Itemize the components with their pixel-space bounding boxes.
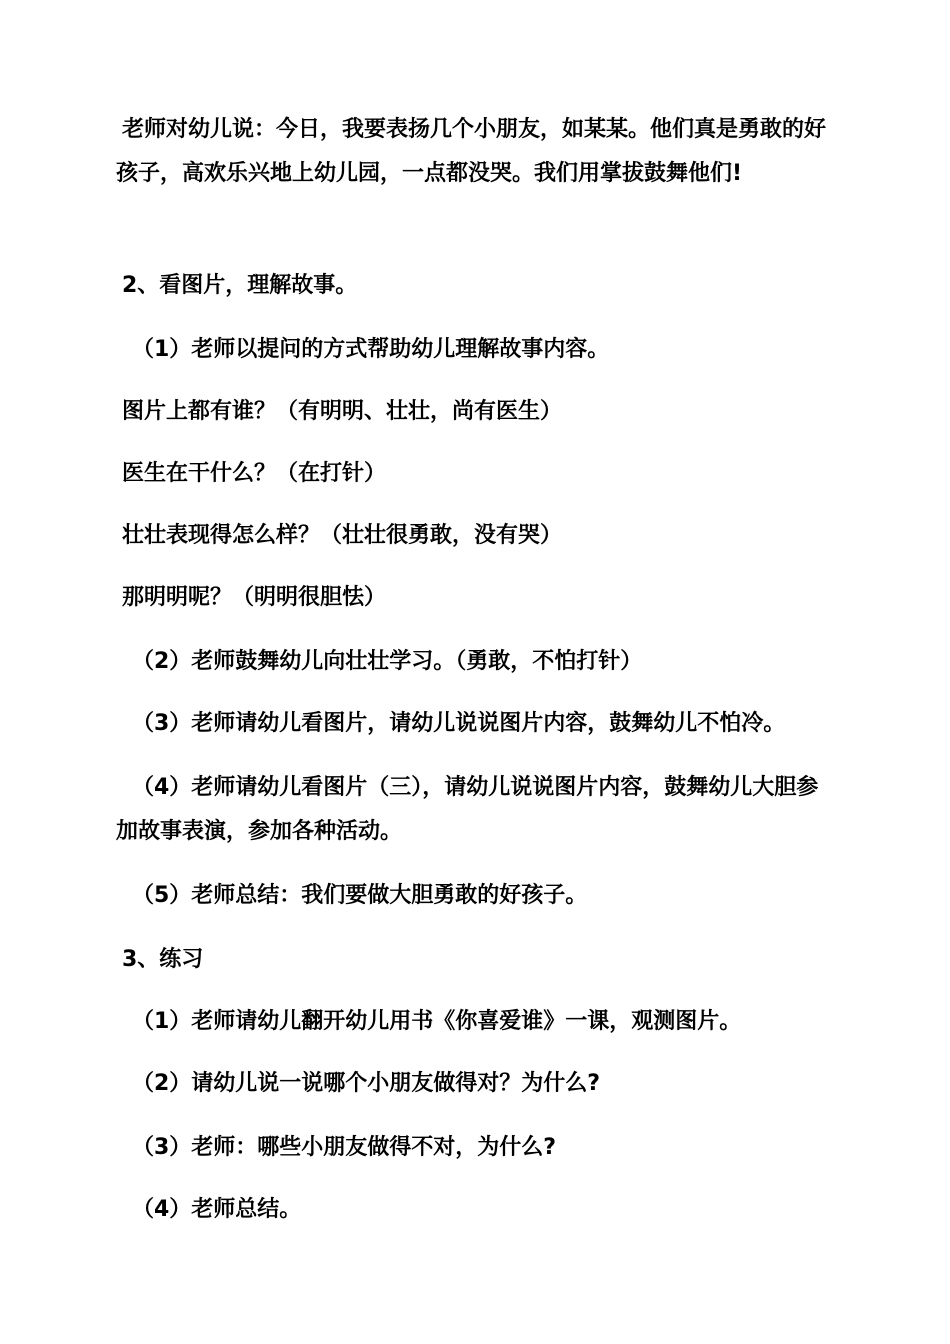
list-item-2-4: （4）老师请幼儿看图片（三），请幼儿说说图片内容，鼓舞幼儿大胆参加故事表演，参加各种活动。 [116,775,819,844]
heading-step-2: 2、看图片，理解故事。 [122,273,358,298]
list-item-3-1: （1）老师请幼儿翻开幼儿用书《你喜爱谁》一课，观测图片。 [132,1009,742,1034]
list-item-3-4: （4）老师总结。 [132,1197,302,1222]
question-mingming: 那明明呢？（明明很胆怯） [122,585,387,610]
question-zhuangzhuang: 壮壮表现得怎么样？（壮壮很勇敢，没有哭） [122,523,563,548]
paragraph-teacher-praise: 老师对幼儿说：今日，我要表扬几个小朋友，如某某。他们真是勇敢的好孩子，高欢乐兴地上幼儿园，一点都没哭。我们用掌拔鼓舞他们! [116,117,827,186]
question-doctor: 医生在干什么？（在打针） [122,461,387,486]
heading-step-3: 3、练习 [122,947,204,972]
list-item-2-1: （1）老师以提问的方式帮助幼儿理解故事内容。 [132,337,610,362]
question-who: 图片上都有谁？（有明明、壮壮，尚有医生） [122,399,563,424]
list-item-3-3: （3）老师：哪些小朋友做得不对，为什么? [132,1135,557,1160]
list-item-2-2: （2）老师鼓舞幼儿向壮壮学习。（勇敢，不怕打针） [132,649,643,674]
list-item-3-2: （2）请幼儿说一说哪个小朋友做得对？为什么? [132,1071,601,1096]
list-item-2-5: （5）老师总结：我们要做大胆勇敢的好孩子。 [132,883,588,908]
list-item-2-3: （3）老师请幼儿看图片，请幼儿说说图片内容，鼓舞幼儿不怕冷。 [132,711,786,736]
